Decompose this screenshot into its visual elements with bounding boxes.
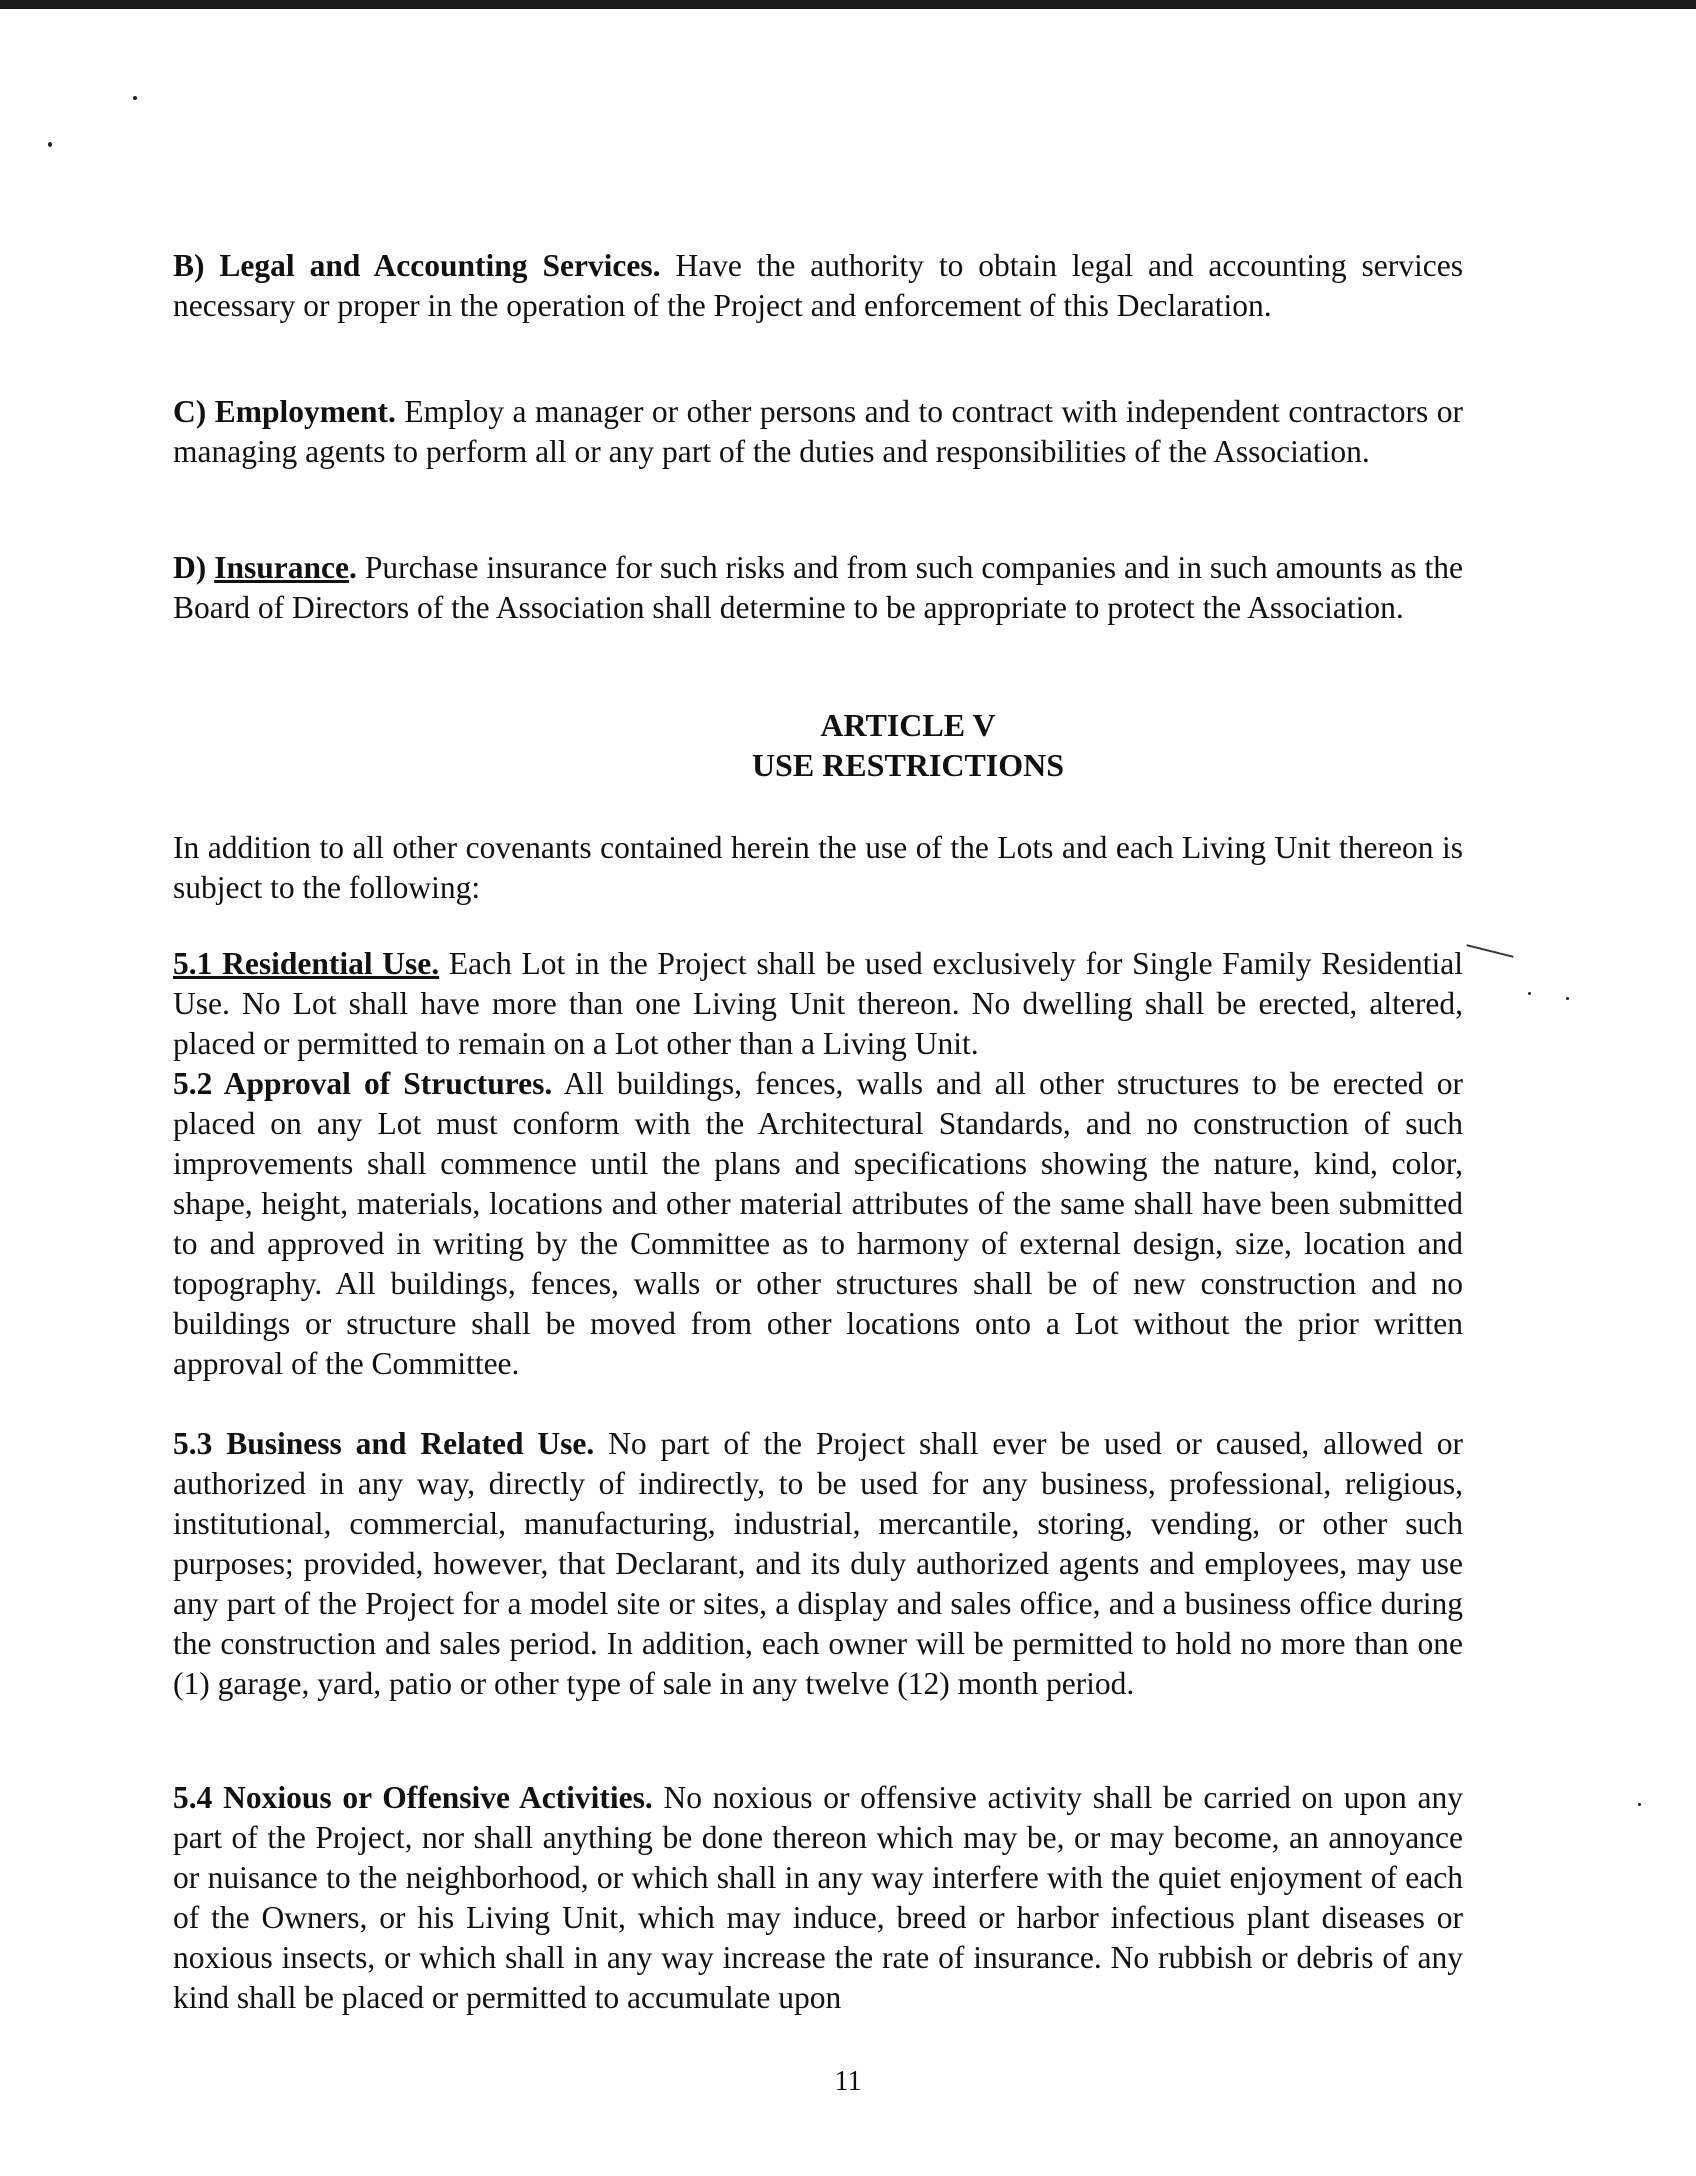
article-title: USE RESTRICTIONS: [751, 747, 1065, 783]
section-label: 5.3 Business and Related Use.: [173, 1426, 595, 1461]
paragraph-text: Purchase insurance for such risks and from such companies and in such amounts as the Board of Directors of the Association shall determine to be appropriate to protect the Association.: [173, 550, 1463, 625]
section-text: All buildings, fences, walls and all other structures to be erected or placed on any Lot must conform with the Architectural Standards, and no construction of such improvements shall commence until the plans and specifications showing the nature, kind, color, shape, height, materials, locations and other material attributes of the same shall have been submitted to and approved in writing by the Committee as to harmony of external design, size, location and topography. All buildings, fences, walls or other structures shall be of new construction and no buildings or structure shall be moved from other locations onto a Lot without the prior written approval of the Committee.: [173, 1066, 1463, 1381]
section-label: 5.2 Approval of Structures.: [173, 1066, 553, 1101]
scan-top-border: [0, 0, 1696, 9]
margin-pen-mark: [1466, 944, 1513, 958]
section-text: Each Lot in the Project shall be used exclusively for Single Family Residential Use. No Lot shall have more than one Living Unit thereon. No dwelling shall be erected, altered, placed or permitted to remain on a Lot other than a Living Unit.: [173, 946, 1463, 1061]
section-5-1: [173, 944, 1463, 1064]
section-5-4: [173, 1778, 1463, 2018]
section-text: No part of the Project shall ever be used or caused, allowed or authorized in any way, directly of indirectly, to be used for any business, professional, religious, institutional, commercial, manufacturing, industrial, mercantile, storing, vending, or other such purposes; provided, however, that Declarant, and its duly authorized agents and employees, may use any part of the Project for a model site or sites, a display and sales office, and a business office during the construction and sales period. In addition, each owner will be permitted to hold no more than one (1) garage, yard, patio or other type of sale in any twelve (12) month period.: [173, 1426, 1463, 1701]
section-text: No noxious or offensive activity shall be carried on upon any part of the Project, nor shall anything be done thereon which may be, or may become, an annoyance or nuisance to the neighborhood, or which shall in any way interfere with the quiet enjoyment of each of the Owners, or his Living Unit, which may induce, breed or harbor infectious plant diseases or noxious insects, or which shall in any way increase the rate of insurance. No rubbish or debris of any kind shall be placed or permitted to accumulate upon: [173, 1780, 1463, 2015]
paragraph-employment: [173, 392, 1463, 472]
section-5-3: [173, 1424, 1463, 1704]
paragraph-prefix: D): [173, 550, 215, 585]
section-label: 5.1 Residential Use.: [173, 946, 440, 981]
paragraph-text: Have the authority to obtain legal and accounting services necessary or proper in the operation of the Project and enforcement of this Declaration.: [173, 248, 1463, 323]
paragraph-intro: In addition to all other covenants contained herein the use of the Lots and each Living Unit thereon is subject to the following:: [173, 830, 1463, 905]
paragraph-label: B) Legal and Accounting Services.: [173, 248, 661, 283]
paragraph-label-dot: .: [348, 550, 357, 585]
paragraph-insurance: [173, 548, 1463, 628]
scan-speck: [1566, 997, 1569, 1000]
scan-speck: [48, 142, 52, 147]
paragraph-text: Employ a manager or other persons and to contract with independent contractors or managing agents to perform all or any part of the duties and responsibilities of the Association.: [173, 394, 1463, 469]
section-5-2: [173, 1064, 1463, 1384]
scan-speck: [1528, 992, 1531, 995]
paragraph-label: Insurance: [214, 550, 349, 585]
page-number: 11: [834, 2066, 862, 2097]
article-number: ARTICLE V: [820, 707, 996, 743]
paragraph-legal-accounting: [173, 246, 1463, 326]
scan-speck: [1638, 1803, 1641, 1806]
scan-speck: [133, 96, 137, 100]
paragraph-label: C) Employment.: [173, 394, 396, 429]
section-label: 5.4 Noxious or Offensive Activities.: [173, 1780, 653, 1815]
